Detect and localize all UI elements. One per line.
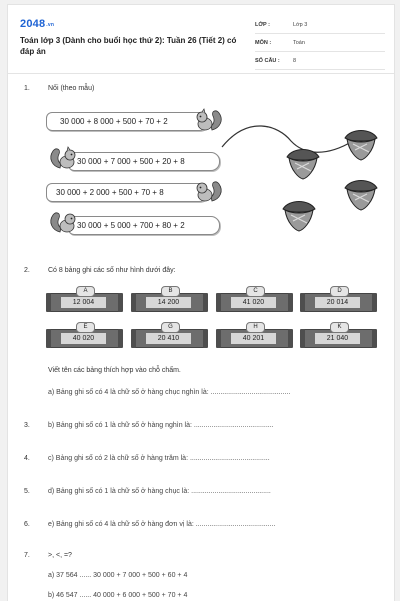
squirrel-icon [48,146,78,170]
q6-text[interactable]: e) Bảng ghi số có 4 là chữ số ở hàng đơn vị là: ......................................... [48,521,276,528]
acorn-icon[interactable] [341,126,381,162]
meta-panel [255,18,385,72]
board-b[interactable]: 14 200 B [132,286,207,312]
page-title: Toán lớp 3 (Dành cho buổi học thứ 2): Tuần 26 (Tiết 2) có đáp án [20,36,237,56]
expression-2: 30 000 + 7 000 + 500 + 20 + 8 [77,157,185,166]
q1-number: 1. [24,85,30,92]
q6-number: 6. [24,521,30,528]
q2-number: 2. [24,267,30,274]
q7-line-a[interactable]: a) 37 564 ...... 30 000 + 7 000 + 500 + 60 + 4 [48,572,188,579]
q4-number: 4. [24,455,30,462]
q7-line-b[interactable]: b) 46 547 ...... 40 000 + 6 000 + 500 + 70 + 4 [48,592,188,599]
meta-class: LỚP : Lớp 3 [255,18,385,34]
q2-instruction: Viết tên các bảng thích hợp vào chỗ chấm. [48,367,181,374]
board-h[interactable]: 40 201 H [217,322,292,348]
worksheet [7,4,395,601]
acorn-icon[interactable] [279,197,319,233]
board-g[interactable]: 20 410 G [132,322,207,348]
board-c[interactable]: 41 020 C [217,286,292,312]
q2-part-a[interactable]: a) Bảng ghi số có 4 là chữ số ở hàng chục nghìn là: ......................................... [48,389,291,396]
q5-number: 5. [24,488,30,495]
q7-text: >, <, =? [48,552,72,559]
site-logo[interactable]: 2048.vn [20,18,55,30]
q1-text: Nối (theo mẫu) [48,85,95,92]
expression-4: 30 000 + 5 000 + 700 + 80 + 2 [77,221,185,230]
squirrel-icon [194,179,224,203]
expression-3: 30 000 + 2 000 + 500 + 70 + 8 [56,188,164,197]
board-e[interactable]: 40 020 E [47,322,122,348]
expression-1: 30 000 + 8 000 + 500 + 70 + 2 [60,117,168,126]
q2-text: Có 8 bảng ghi các số như hình dưới đây: [48,267,176,274]
q7-number: 7. [24,552,30,559]
acorn-icon[interactable] [283,145,323,181]
board-k[interactable]: 21 040 K [301,322,376,348]
acorn-icon[interactable] [341,176,381,212]
meta-question-count: SỐ CÂU : 8 [255,54,385,70]
q3-text[interactable]: b) Bảng ghi số có 1 là chữ số ở hàng nghìn là: ......................................... [48,422,274,429]
q5-text[interactable]: d) Bảng ghi số có 1 là chữ số ở hàng chục là: ......................................... [48,488,271,495]
squirrel-icon [48,210,78,234]
board-d[interactable]: 20 014 D [301,286,376,312]
meta-subject: MÔN : Toán [255,36,385,52]
header-divider [8,73,394,74]
squirrel-icon [194,108,224,132]
q4-text[interactable]: c) Bảng ghi số có 2 là chữ số ở hàng trăm là: ......................................... [48,455,270,462]
q3-number: 3. [24,422,30,429]
board-a[interactable]: 12 004 A [47,286,122,312]
